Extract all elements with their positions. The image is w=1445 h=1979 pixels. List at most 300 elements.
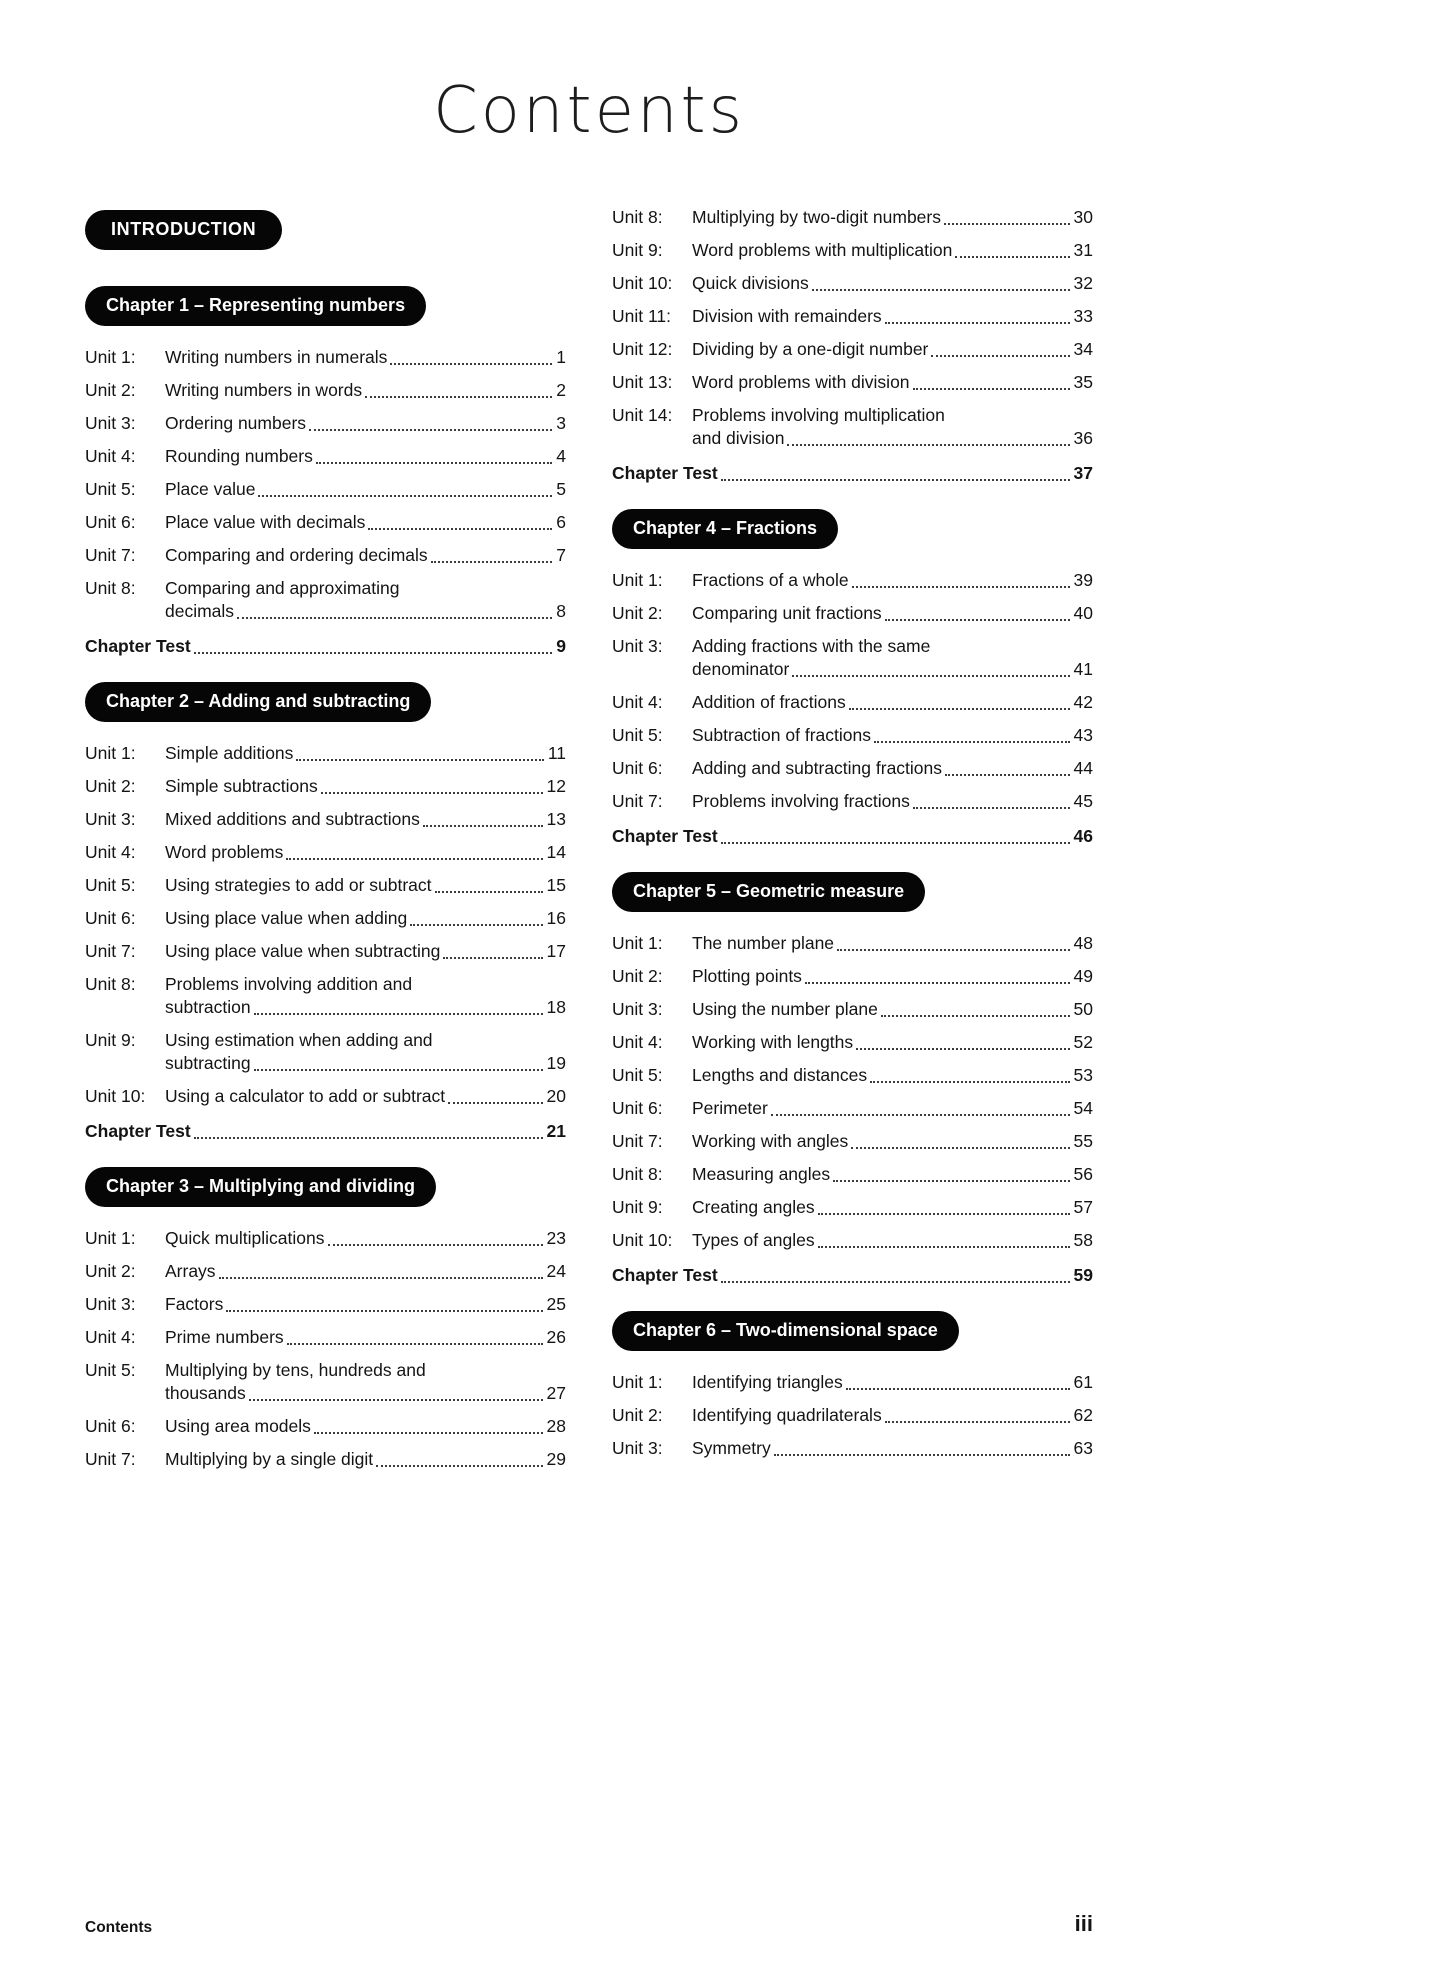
entry-title: Quick divisions: [692, 273, 809, 293]
entry-line: [85, 577, 566, 600]
entry-title: Chapter Test: [85, 636, 191, 656]
entry-title: Word problems: [165, 842, 284, 862]
entry-title: The number plane: [692, 933, 835, 953]
dot-leader: [445, 1085, 546, 1108]
entry-line: [85, 907, 566, 930]
entry-title: Comparing and ordering decimals: [165, 545, 428, 565]
unit-entry: [612, 1404, 1093, 1427]
chapter-test-entry: [85, 635, 566, 658]
unit-label: Unit 11:: [612, 306, 672, 326]
entry-title: Multiplying by two-digit numbers: [692, 207, 941, 227]
entry-title: Simple subtractions: [165, 776, 318, 796]
page-number: 62: [1073, 1405, 1093, 1425]
entry-title: Problems involving fractions: [692, 791, 910, 811]
unit-entry: [612, 932, 1093, 955]
dot-leader: [325, 1227, 547, 1250]
dot-leader: [407, 907, 546, 930]
unit-entry: [612, 206, 1093, 229]
page-number: 7: [556, 545, 566, 565]
unit-label: Unit 12:: [612, 339, 673, 359]
entry-line: [612, 825, 1093, 848]
toc-column: [612, 206, 1093, 1470]
dot-leader: [882, 305, 1074, 328]
entry-line: [612, 1163, 1093, 1186]
entry-title: Using strategies to add or subtract: [165, 875, 432, 895]
page-number: 57: [1073, 1197, 1093, 1217]
entry-title: Simple additions: [165, 743, 294, 763]
entry-line: [612, 757, 1093, 780]
page-number: 37: [1073, 463, 1093, 483]
entry-line: [612, 1264, 1093, 1287]
dot-leader: [718, 825, 1074, 848]
unit-label: Unit 2:: [612, 603, 663, 623]
entry-title: Ordering numbers: [165, 413, 307, 433]
page-number: 14: [546, 842, 566, 862]
page-number: 31: [1073, 240, 1093, 260]
footer-page-number: iii: [1074, 1911, 1093, 1936]
entry-line-continued: [165, 600, 566, 623]
page-number: 3: [556, 413, 566, 433]
unit-label: Unit 6:: [612, 758, 663, 778]
unit-label: Unit 4:: [612, 1032, 663, 1052]
chapter-heading: Chapter 4 – Fractions: [612, 509, 838, 549]
entry-title: Problems involving addition and: [165, 974, 413, 994]
unit-entry: [85, 808, 566, 831]
entry-title: Mixed additions and subtractions: [165, 809, 420, 829]
unit-entry: [612, 1130, 1093, 1153]
page-number: 2: [556, 380, 566, 400]
page-number: 54: [1073, 1098, 1093, 1118]
entry-title: Identifying quadrilaterals: [692, 1405, 882, 1425]
dot-leader: [311, 1415, 547, 1438]
entry-title: Chapter Test: [612, 826, 718, 846]
entry-line: [85, 1359, 566, 1382]
dot-leader: [362, 379, 556, 402]
dot-leader: [283, 841, 546, 864]
unit-entry: [85, 577, 566, 623]
entry-line: [85, 973, 566, 996]
dot-leader: [373, 1448, 546, 1471]
dot-leader: [942, 757, 1074, 780]
page-number: 6: [556, 512, 566, 532]
page-number: 23: [546, 1228, 566, 1248]
entry-line: [612, 371, 1093, 394]
unit-label: Unit 2:: [612, 1405, 663, 1425]
page-number: 8: [556, 601, 566, 621]
unit-entry: [612, 1371, 1093, 1394]
dot-leader: [293, 742, 547, 765]
entry-title: Prime numbers: [165, 1327, 284, 1347]
introduction-badge: INTRODUCTION: [85, 210, 282, 250]
unit-entry: [612, 790, 1093, 813]
unit-entry: [612, 1064, 1093, 1087]
entry-line: [85, 412, 566, 435]
page-number: 29: [546, 1449, 566, 1469]
unit-label: Unit 10:: [612, 1230, 673, 1250]
entry-line: [612, 1031, 1093, 1054]
entry-title: Word problems with division: [692, 372, 910, 392]
unit-label: Unit 1:: [85, 347, 136, 367]
entry-title: Place value: [165, 479, 256, 499]
dot-leader: [867, 1064, 1073, 1087]
entry-line: [612, 790, 1093, 813]
dot-leader: [428, 544, 557, 567]
dot-leader: [313, 445, 556, 468]
page-number: 39: [1073, 570, 1093, 590]
unit-entry: [85, 1448, 566, 1471]
unit-entry: [612, 1196, 1093, 1219]
page-number: 27: [546, 1383, 566, 1403]
dot-leader: [846, 691, 1074, 714]
unit-entry: [85, 973, 566, 1019]
dot-leader: [878, 998, 1074, 1021]
unit-entry: [612, 239, 1093, 262]
unit-label: Unit 3:: [612, 999, 663, 1019]
entry-title: Comparing and approximating: [165, 578, 400, 598]
page-number: 56: [1073, 1164, 1093, 1184]
entry-line: [85, 1227, 566, 1250]
dot-leader: [284, 1326, 547, 1349]
dot-leader: [815, 1229, 1074, 1252]
unit-label: Unit 5:: [85, 875, 136, 895]
dot-leader: [718, 1264, 1074, 1287]
unit-entry: [612, 305, 1093, 328]
unit-label: Unit 7:: [85, 941, 136, 961]
entry-line: [85, 1085, 566, 1108]
unit-entry: [85, 445, 566, 468]
entry-line-continued: [692, 658, 1093, 681]
unit-label: Unit 5:: [612, 1065, 663, 1085]
unit-label: Unit 8:: [85, 974, 136, 994]
dot-leader: [255, 478, 556, 501]
entry-line: [612, 272, 1093, 295]
page-number: 48: [1073, 933, 1093, 953]
entry-line: [612, 1437, 1093, 1460]
dot-leader: [843, 1371, 1074, 1394]
dot-leader: [387, 346, 556, 369]
footer-contents-label: Contents: [85, 1919, 153, 1936]
unit-label: Unit 1:: [612, 570, 663, 590]
unit-entry: [85, 346, 566, 369]
page-number: 36: [1073, 428, 1093, 448]
entry-line: [85, 1293, 566, 1316]
dot-leader: [871, 724, 1074, 747]
entry-title: Comparing unit fractions: [692, 603, 882, 623]
page-number: 16: [546, 908, 566, 928]
dot-leader: [815, 1196, 1074, 1219]
unit-label: Unit 3:: [85, 1294, 136, 1314]
entry-title-continued: thousands: [165, 1383, 246, 1403]
dot-leader: [246, 1382, 547, 1405]
entry-title-continued: denominator: [692, 659, 790, 679]
entry-line: [612, 1097, 1093, 1120]
unit-entry: [85, 1359, 566, 1405]
page-number: 5: [556, 479, 566, 499]
page-number: 9: [556, 636, 566, 656]
page-number: 33: [1073, 306, 1093, 326]
dot-leader: [768, 1097, 1074, 1120]
entry-line: [612, 305, 1093, 328]
entry-title: Symmetry: [692, 1438, 771, 1458]
entry-line: [85, 1415, 566, 1438]
unit-label: Unit 6:: [85, 908, 136, 928]
unit-entry: [85, 940, 566, 963]
page-number: 63: [1073, 1438, 1093, 1458]
dot-leader: [882, 602, 1074, 625]
page-number: 61: [1073, 1372, 1093, 1392]
entry-title: Factors: [165, 1294, 224, 1314]
entry-title: Addition of fractions: [692, 692, 846, 712]
unit-entry: [612, 724, 1093, 747]
page-number: 12: [546, 776, 566, 796]
unit-entry: [85, 412, 566, 435]
unit-entry: [85, 1260, 566, 1283]
unit-entry: [612, 998, 1093, 1021]
unit-label: Unit 13:: [612, 372, 673, 392]
unit-entry: [85, 841, 566, 864]
page-number: 11: [547, 743, 566, 763]
dot-leader: [306, 412, 556, 435]
unit-label: Unit 10:: [612, 273, 673, 293]
unit-entry: [85, 742, 566, 765]
unit-label: Unit 3:: [85, 809, 136, 829]
entry-title: Subtraction of fractions: [692, 725, 871, 745]
entry-line: [85, 511, 566, 534]
unit-entry: [85, 511, 566, 534]
unit-label: Unit 4:: [85, 446, 136, 466]
page-number: 26: [546, 1327, 566, 1347]
dot-leader: [928, 338, 1073, 361]
entry-line: [612, 602, 1093, 625]
page-number: 53: [1073, 1065, 1093, 1085]
unit-entry: [85, 478, 566, 501]
entry-title: Division with remainders: [692, 306, 882, 326]
entry-title: Quick multiplications: [165, 1228, 325, 1248]
entry-line: [612, 724, 1093, 747]
unit-entry: [612, 371, 1093, 394]
unit-label: Unit 2:: [85, 1261, 136, 1281]
dot-leader: [251, 1052, 547, 1075]
entry-line: [612, 1371, 1093, 1394]
unit-entry: [612, 1437, 1093, 1460]
page-title: Contents: [433, 74, 745, 148]
page-number: 17: [546, 941, 566, 961]
unit-label: Unit 2:: [85, 776, 136, 796]
entry-title: Using place value when subtracting: [165, 941, 441, 961]
entry-title: Using area models: [165, 1416, 311, 1436]
dot-leader: [789, 658, 1073, 681]
entry-title: Plotting points: [692, 966, 802, 986]
entry-title: Arrays: [165, 1261, 216, 1281]
entry-title: Multiplying by a single digit: [165, 1449, 374, 1469]
entry-title: Adding and subtracting fractions: [692, 758, 943, 778]
unit-entry: [612, 1031, 1093, 1054]
page-number: 35: [1073, 372, 1093, 392]
dot-leader: [941, 206, 1074, 229]
unit-label: Unit 1:: [612, 933, 663, 953]
entry-title: Using the number plane: [692, 999, 878, 1019]
unit-label: Unit 9:: [612, 240, 663, 260]
entry-line: [85, 874, 566, 897]
entry-line: [612, 239, 1093, 262]
chapter-test-entry: [612, 825, 1093, 848]
unit-label: Unit 6:: [85, 512, 136, 532]
dot-leader: [365, 511, 556, 534]
unit-label: Unit 8:: [612, 207, 663, 227]
entry-line: [85, 1120, 566, 1143]
page-number: 15: [546, 875, 566, 895]
dot-leader: [216, 1260, 547, 1283]
entry-line: [612, 635, 1093, 658]
dot-leader: [784, 427, 1073, 450]
entry-title: Place value with decimals: [165, 512, 366, 532]
entry-line: [85, 478, 566, 501]
unit-entry: [85, 907, 566, 930]
unit-entry: [85, 1326, 566, 1349]
entry-title: Working with lengths: [692, 1032, 854, 1052]
unit-entry: [612, 1229, 1093, 1252]
entry-title: Word problems with multiplication: [692, 240, 953, 260]
entry-line: [85, 742, 566, 765]
entry-line: [85, 379, 566, 402]
unit-entry: [85, 874, 566, 897]
entry-line: [612, 338, 1093, 361]
dot-leader: [849, 569, 1074, 592]
entry-title: Writing numbers in words: [165, 380, 363, 400]
dot-leader: [191, 1120, 547, 1143]
unit-entry: [612, 602, 1093, 625]
entry-line-continued: [165, 996, 566, 1019]
unit-label: Unit 8:: [612, 1164, 663, 1184]
entry-title: Fractions of a whole: [692, 570, 849, 590]
entry-line-continued: [692, 427, 1093, 450]
dot-leader: [830, 1163, 1073, 1186]
dot-leader: [234, 600, 556, 623]
dot-leader: [910, 371, 1074, 394]
page-number: 18: [546, 997, 566, 1017]
page-number: 32: [1073, 273, 1093, 293]
unit-label: Unit 5:: [85, 1360, 136, 1380]
entry-title: Dividing by a one-digit number: [692, 339, 929, 359]
dot-leader: [853, 1031, 1073, 1054]
page-number: 43: [1073, 725, 1093, 745]
chapter-heading: Chapter 5 – Geometric measure: [612, 872, 925, 912]
entry-line: [85, 544, 566, 567]
dot-leader: [771, 1437, 1074, 1460]
page-number: 59: [1073, 1265, 1093, 1285]
page-footer: [85, 1911, 1093, 1937]
unit-entry: [612, 404, 1093, 450]
page-number: 55: [1073, 1131, 1093, 1151]
unit-label: Unit 5:: [85, 479, 136, 499]
page-number: 4: [556, 446, 566, 466]
unit-entry: [612, 635, 1093, 681]
entry-line: [612, 1229, 1093, 1252]
unit-entry: [612, 757, 1093, 780]
dot-leader: [848, 1130, 1073, 1153]
unit-label: Unit 9:: [612, 1197, 663, 1217]
entry-title: Multiplying by tens, hundreds and: [165, 1360, 426, 1380]
unit-label: Unit 6:: [612, 1098, 663, 1118]
page-number: 1: [556, 347, 566, 367]
unit-entry: [612, 272, 1093, 295]
unit-entry: [85, 775, 566, 798]
entry-title: Creating angles: [692, 1197, 815, 1217]
entry-line: [85, 1326, 566, 1349]
unit-entry: [612, 338, 1093, 361]
unit-label: Unit 7:: [612, 791, 663, 811]
unit-entry: [85, 1085, 566, 1108]
page-number: 21: [546, 1121, 566, 1141]
entry-line: [85, 808, 566, 831]
entry-line-continued: [165, 1052, 566, 1075]
unit-label: Unit 4:: [85, 1327, 136, 1347]
entry-line: [85, 346, 566, 369]
entry-title: Writing numbers in numerals: [165, 347, 388, 367]
entry-line: [85, 1448, 566, 1471]
unit-label: Unit 14:: [612, 405, 673, 425]
entry-title: Perimeter: [692, 1098, 768, 1118]
entry-line: [612, 691, 1093, 714]
unit-label: Unit 10:: [85, 1086, 146, 1106]
entry-title: Using estimation when adding and: [165, 1030, 433, 1050]
dot-leader: [809, 272, 1074, 295]
page-number: 44: [1073, 758, 1093, 778]
dot-leader: [432, 874, 547, 897]
entry-line: [85, 841, 566, 864]
page-number: 50: [1073, 999, 1093, 1019]
unit-label: Unit 7:: [612, 1131, 663, 1151]
entry-line: [85, 775, 566, 798]
unit-entry: [85, 379, 566, 402]
entry-line: [612, 569, 1093, 592]
chapter-test-entry: [612, 462, 1093, 485]
entry-line: [612, 965, 1093, 988]
entry-line: [612, 998, 1093, 1021]
toc-columns: [85, 206, 1093, 1481]
entry-title: Problems involving multiplication: [692, 405, 945, 425]
page-number: 20: [546, 1086, 566, 1106]
chapter-test-entry: [612, 1264, 1093, 1287]
page-number: 25: [546, 1294, 566, 1314]
page-number: 41: [1073, 659, 1093, 679]
unit-label: Unit 9:: [85, 1030, 136, 1050]
dot-leader: [834, 932, 1073, 955]
entry-title: Chapter Test: [612, 1265, 718, 1285]
chapter-test-entry: [85, 1120, 566, 1143]
page-number: 46: [1073, 826, 1093, 846]
entry-title-continued: and division: [692, 428, 785, 448]
page-number: 49: [1073, 966, 1093, 986]
unit-label: Unit 1:: [85, 1228, 136, 1248]
entry-line: [85, 445, 566, 468]
entry-line: [612, 932, 1093, 955]
unit-label: Unit 3:: [612, 1438, 663, 1458]
entry-title: Rounding numbers: [165, 446, 313, 466]
toc-column: [85, 206, 566, 1481]
unit-entry: [85, 1415, 566, 1438]
dot-leader: [251, 996, 547, 1019]
unit-entry: [612, 1163, 1093, 1186]
entry-title: Using place value when adding: [165, 908, 408, 928]
page-number: 40: [1073, 603, 1093, 623]
page-number: 52: [1073, 1032, 1093, 1052]
unit-entry: [612, 1097, 1093, 1120]
entry-title: Identifying triangles: [692, 1372, 843, 1392]
unit-entry: [85, 1029, 566, 1075]
entry-line: [612, 1130, 1093, 1153]
unit-entry: [612, 569, 1093, 592]
